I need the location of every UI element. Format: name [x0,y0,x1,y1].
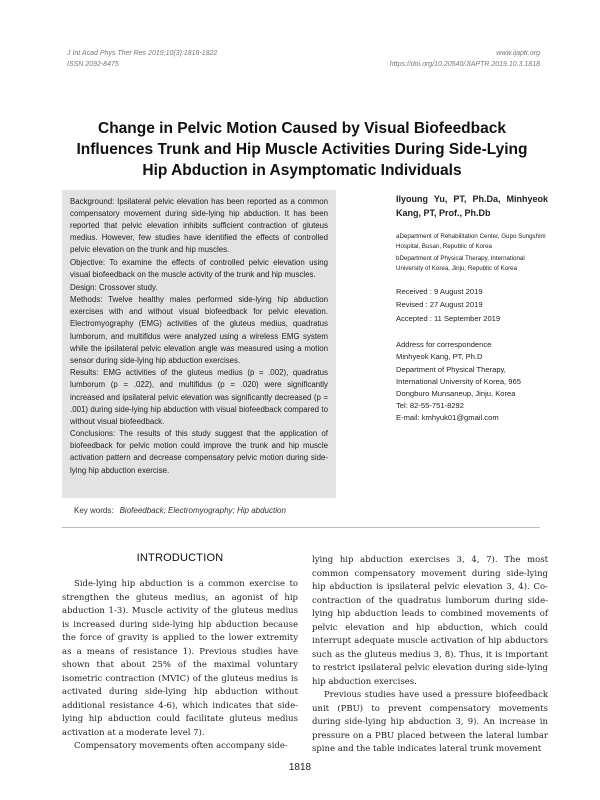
correspondence-address: Department of Physical Therapy, International University of Korea, 965 Dongburo Munsaneup, Jinju, Korea [396,364,521,398]
correspondence-tel: Tel: 82-55-751-8292 [396,401,464,411]
abstract-design [70,282,328,294]
journal-issn: ISSN 2092-8475 [67,61,119,68]
keywords [62,500,540,528]
abstract-text: EMG activities of the gluteus medius (p = .002), quadratus lumborum (p = .022), and multifidus (p = .020) were significantly increased and ipsilateral pelvic elevation was significantly decreased (p = .001) during side-lying hip abduction with visual biofeedback compared to without visual biofeedback. [70,368,328,426]
accepted-date: Accepted : 11 September 2019 [396,313,501,323]
correspondence-name: Minhyeok Kang, PT, Ph.D [396,352,483,362]
abstract-methods [70,294,328,367]
abstract-results [70,367,328,427]
paragraph: Compensatory movements often accompany side- [74,741,288,751]
paragraph: Side-lying hip abduction is a common exercise to strengthen the gluteus medius, an agonist of hip abduction 1-3). Muscle activity of the gluteus medius is increased during side-lying hip abduction because the force of gravity is applied to the lower extremity as a means of resistance 1). Previous studies have shown that about 25% of the maximal voluntary isometric contraction (MVIC) of the gluteus medius is activated during side-lying hip abduction without additional resistance 4-6), which indicates that side-lying hip abduction could facilitate gluteus medius activation at a moderate level 7). [62,579,298,738]
abstract-label: Conclusions: [70,429,116,439]
abstract-label: Methods: [70,295,103,305]
correspondence-email[interactable]: E-mail: kmhyuk01@gmail.com [396,413,499,423]
abstract-label: Background: [70,197,115,206]
abstract-text: Ipsilateral pelvic elevation has been reported as a common compensatory movement during side-lying hip abduction. It has been reported that pelvic elevation inhibits sufficient contraction of gluteus medius. However, few studies have identified the effects of controlled pelvic elevation on the trunk and hip muscles. [70,197,328,255]
journal-header [67,48,217,70]
journal-site-link[interactable]: www.ijaptr.org [496,50,540,57]
received-date: Received : 9 August 2019 [396,286,483,296]
abstract-label: Objective: [70,257,106,267]
abstract-background [70,196,328,256]
abstract-text: To examine the effects of controlled pelvic elevation using visual biofeedback on the muscle activity of the trunk and hip muscles. [70,257,328,280]
abstract-conclusions [70,428,328,476]
keywords-label: Key words: [74,506,114,515]
authors: Ilyoung Yu, PT, Ph.Da, Minhyeok Kang, PT, Prof., Ph.Db [396,194,548,218]
paper-title [62,118,542,181]
affiliation: aDepartment of Rehabilitation Center, Gupo Sungshim Hospital, Busan, Republic of Korea [396,233,546,251]
correspondence [396,339,548,424]
abstract-text: Crossover study. [98,282,158,292]
abstract-label: Design: [70,282,97,292]
body-column-left [62,578,298,754]
affiliation: bDepartment of Physical Therapy, International University of Korea, Jinju, Republic of Korea [396,254,525,273]
author-info [396,193,548,425]
page-number: 1818 [288,762,312,773]
journal-citation: J Int Acad Phys Ther Res 2019;10(3):1818-1822 [67,50,218,57]
abstract-text: Twelve healthy males performed side-lying hip abduction exercises with and without visual biofeedback for pelvic elevation. Electromyography (EMG) activities of the gluteus medius, quadratus lumborum, and multifidus were analyzed using a wireless EMG system while the ipsilateral pelvic elevation angle was measured using a motion sensor during side-lying hip abduction exercises. [70,295,328,365]
paragraph: Previous studies have used a pressure biofeedback unit (PBU) to prevent compensatory movements during side-lying hip abduction 3, 9). An increase in pressure on a PBU placed between the lateral lumbar spine and the table indicates lateral trunk movement [312,690,548,754]
abstract-label: Results: [70,368,99,378]
title-line: Influences Trunk and Hip Muscle Activities During Side-Lying [76,141,528,158]
body-column-right [312,554,548,757]
correspondence-heading: Address for correspondence [396,340,492,350]
abstract-objective [70,257,328,281]
keywords-value: Biofeedback; Electromyography; Hip abduction [119,506,286,515]
title-line: Hip Abduction in Asymptomatic Individuals [142,162,462,179]
article-dates [396,285,548,326]
abstract-box [62,190,336,498]
doi-link[interactable]: https://doi.org/10.20540/JIAPTR.2019.10.3.1818 [389,61,540,68]
paragraph: lying hip abduction exercises 3, 4, 7). The most common compensatory movement during side-lying hip abduction is ipsilateral pelvic elevation 3, 4). Co-contraction of the quadratus lumborum during side-lying hip abduction leads to combined movements of pelvic elevation and hip abduction, which could interrupt adequate muscle activation of hip abductors such as the gluteus medius 3, 8). Thus, it is important to restrict ipsilateral pelvic elevation during side-lying hip abduction exercises. [312,555,548,687]
section-heading: INTRODUCTION [136,552,224,564]
journal-links [390,48,540,70]
title-line: Change in Pelvic Motion Caused by Visual Biofeedback [98,120,506,137]
abstract-text: The results of this study suggest that the application of biofeedback for pelvic motion could improve the trunk and hip muscle activation pattern and decrease compensatory pelvic motion during side-lying hip abduction exercise. [70,429,328,475]
revised-date: Revised : 27 August 2019 [396,300,483,310]
